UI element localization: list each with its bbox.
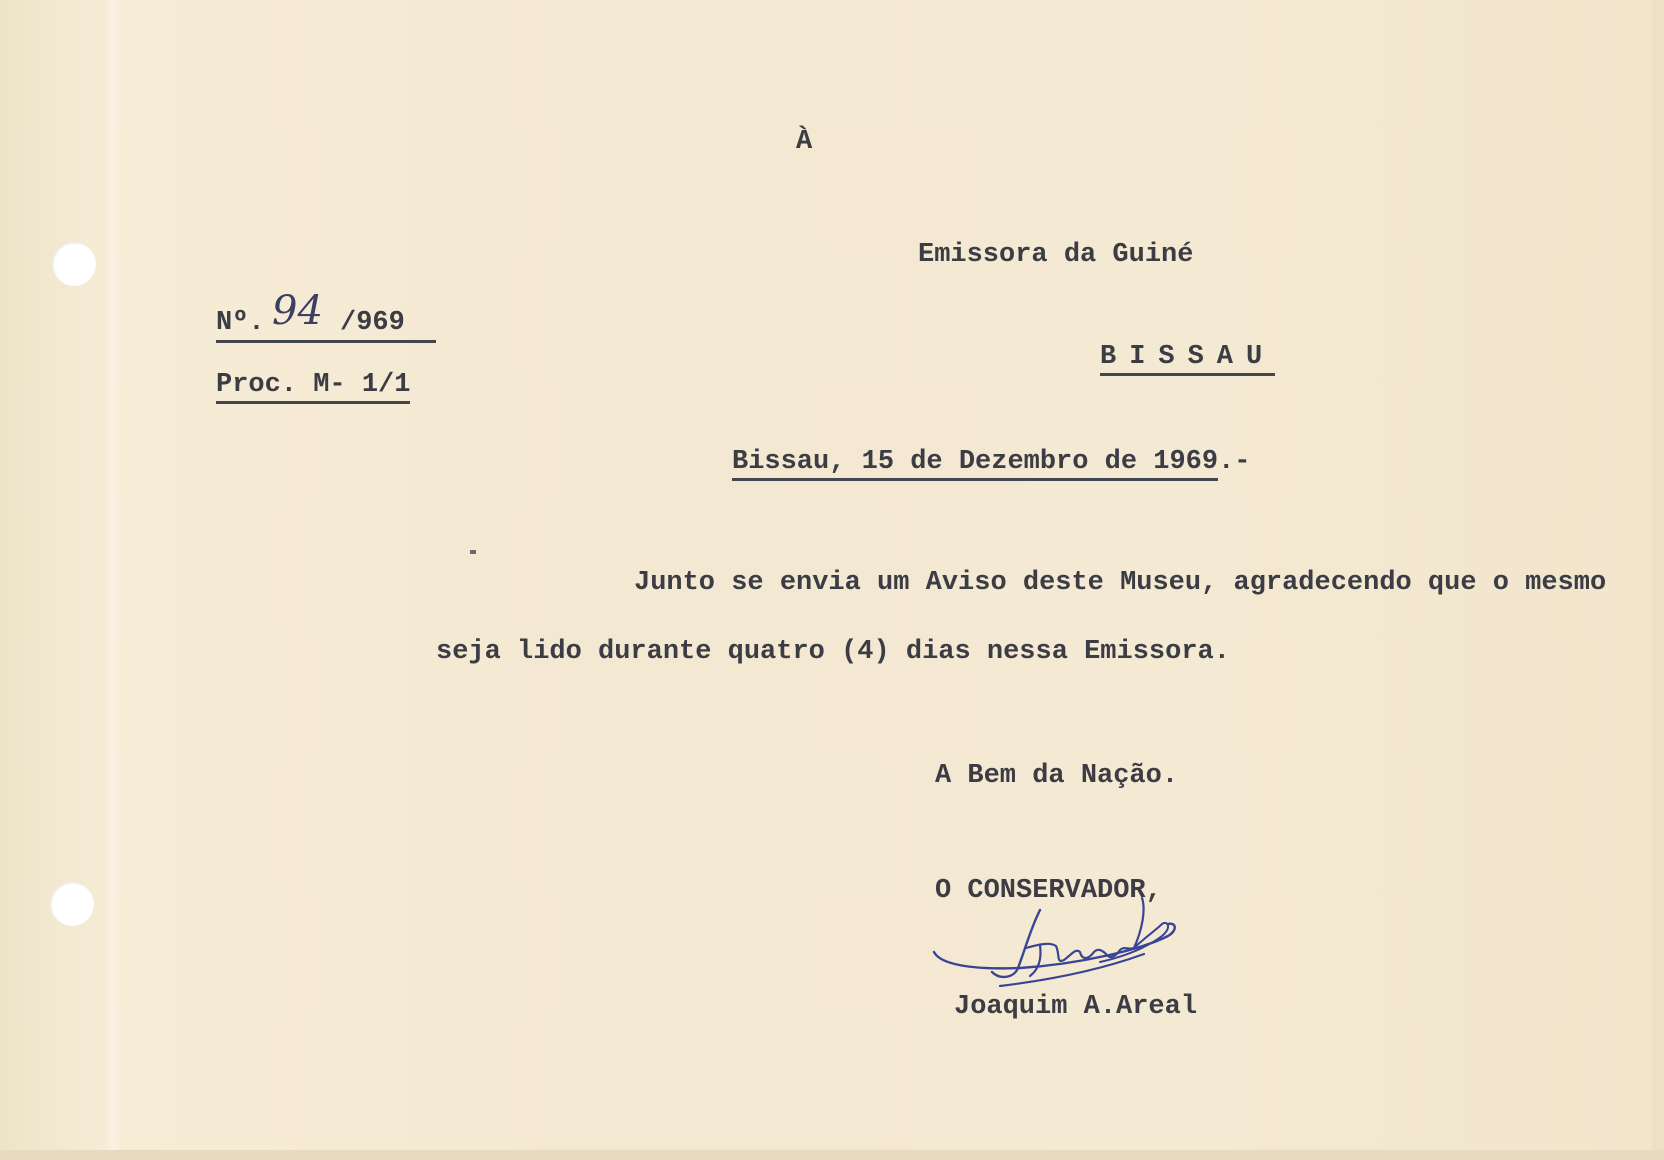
process-reference-text: Proc. M- 1/1 xyxy=(216,370,410,404)
letter-date-suffix: .- xyxy=(1218,447,1251,477)
reference-handwritten-number: 94 xyxy=(272,288,323,334)
punch-hole-bottom xyxy=(50,882,94,926)
reference-underline xyxy=(216,340,436,343)
reference-number xyxy=(216,288,436,342)
ink-speck xyxy=(470,550,476,554)
reference-year: /969 xyxy=(340,308,405,338)
salutation: À xyxy=(796,127,813,157)
body-line-2: seja lido durante quatro (4) dias nessa Emissora. xyxy=(436,637,1230,667)
body-line-1: Junto se envia um Aviso deste Museu, agradecendo que o mesmo xyxy=(634,568,1607,598)
letter-date xyxy=(732,447,1251,477)
punch-hole-top xyxy=(52,242,96,286)
page-right-edge xyxy=(1652,0,1664,1160)
recipient-name: Emissora da Guiné xyxy=(918,240,1194,270)
signatory-title: O CONSERVADOR, xyxy=(935,876,1162,906)
recipient-city xyxy=(1100,342,1275,372)
signatory-name: Joaquim A.Areal xyxy=(954,992,1198,1022)
closing-formula: A Bem da Nação. xyxy=(935,761,1179,791)
page-bottom-edge xyxy=(0,1150,1664,1160)
process-reference xyxy=(216,370,410,400)
recipient-city-text: BISSAU xyxy=(1100,342,1275,376)
letter-date-text: Bissau, 15 de Dezembro de 1969 xyxy=(732,447,1218,481)
page-fold-shadow xyxy=(104,0,122,1160)
reference-prefix: Nº. xyxy=(216,308,265,338)
